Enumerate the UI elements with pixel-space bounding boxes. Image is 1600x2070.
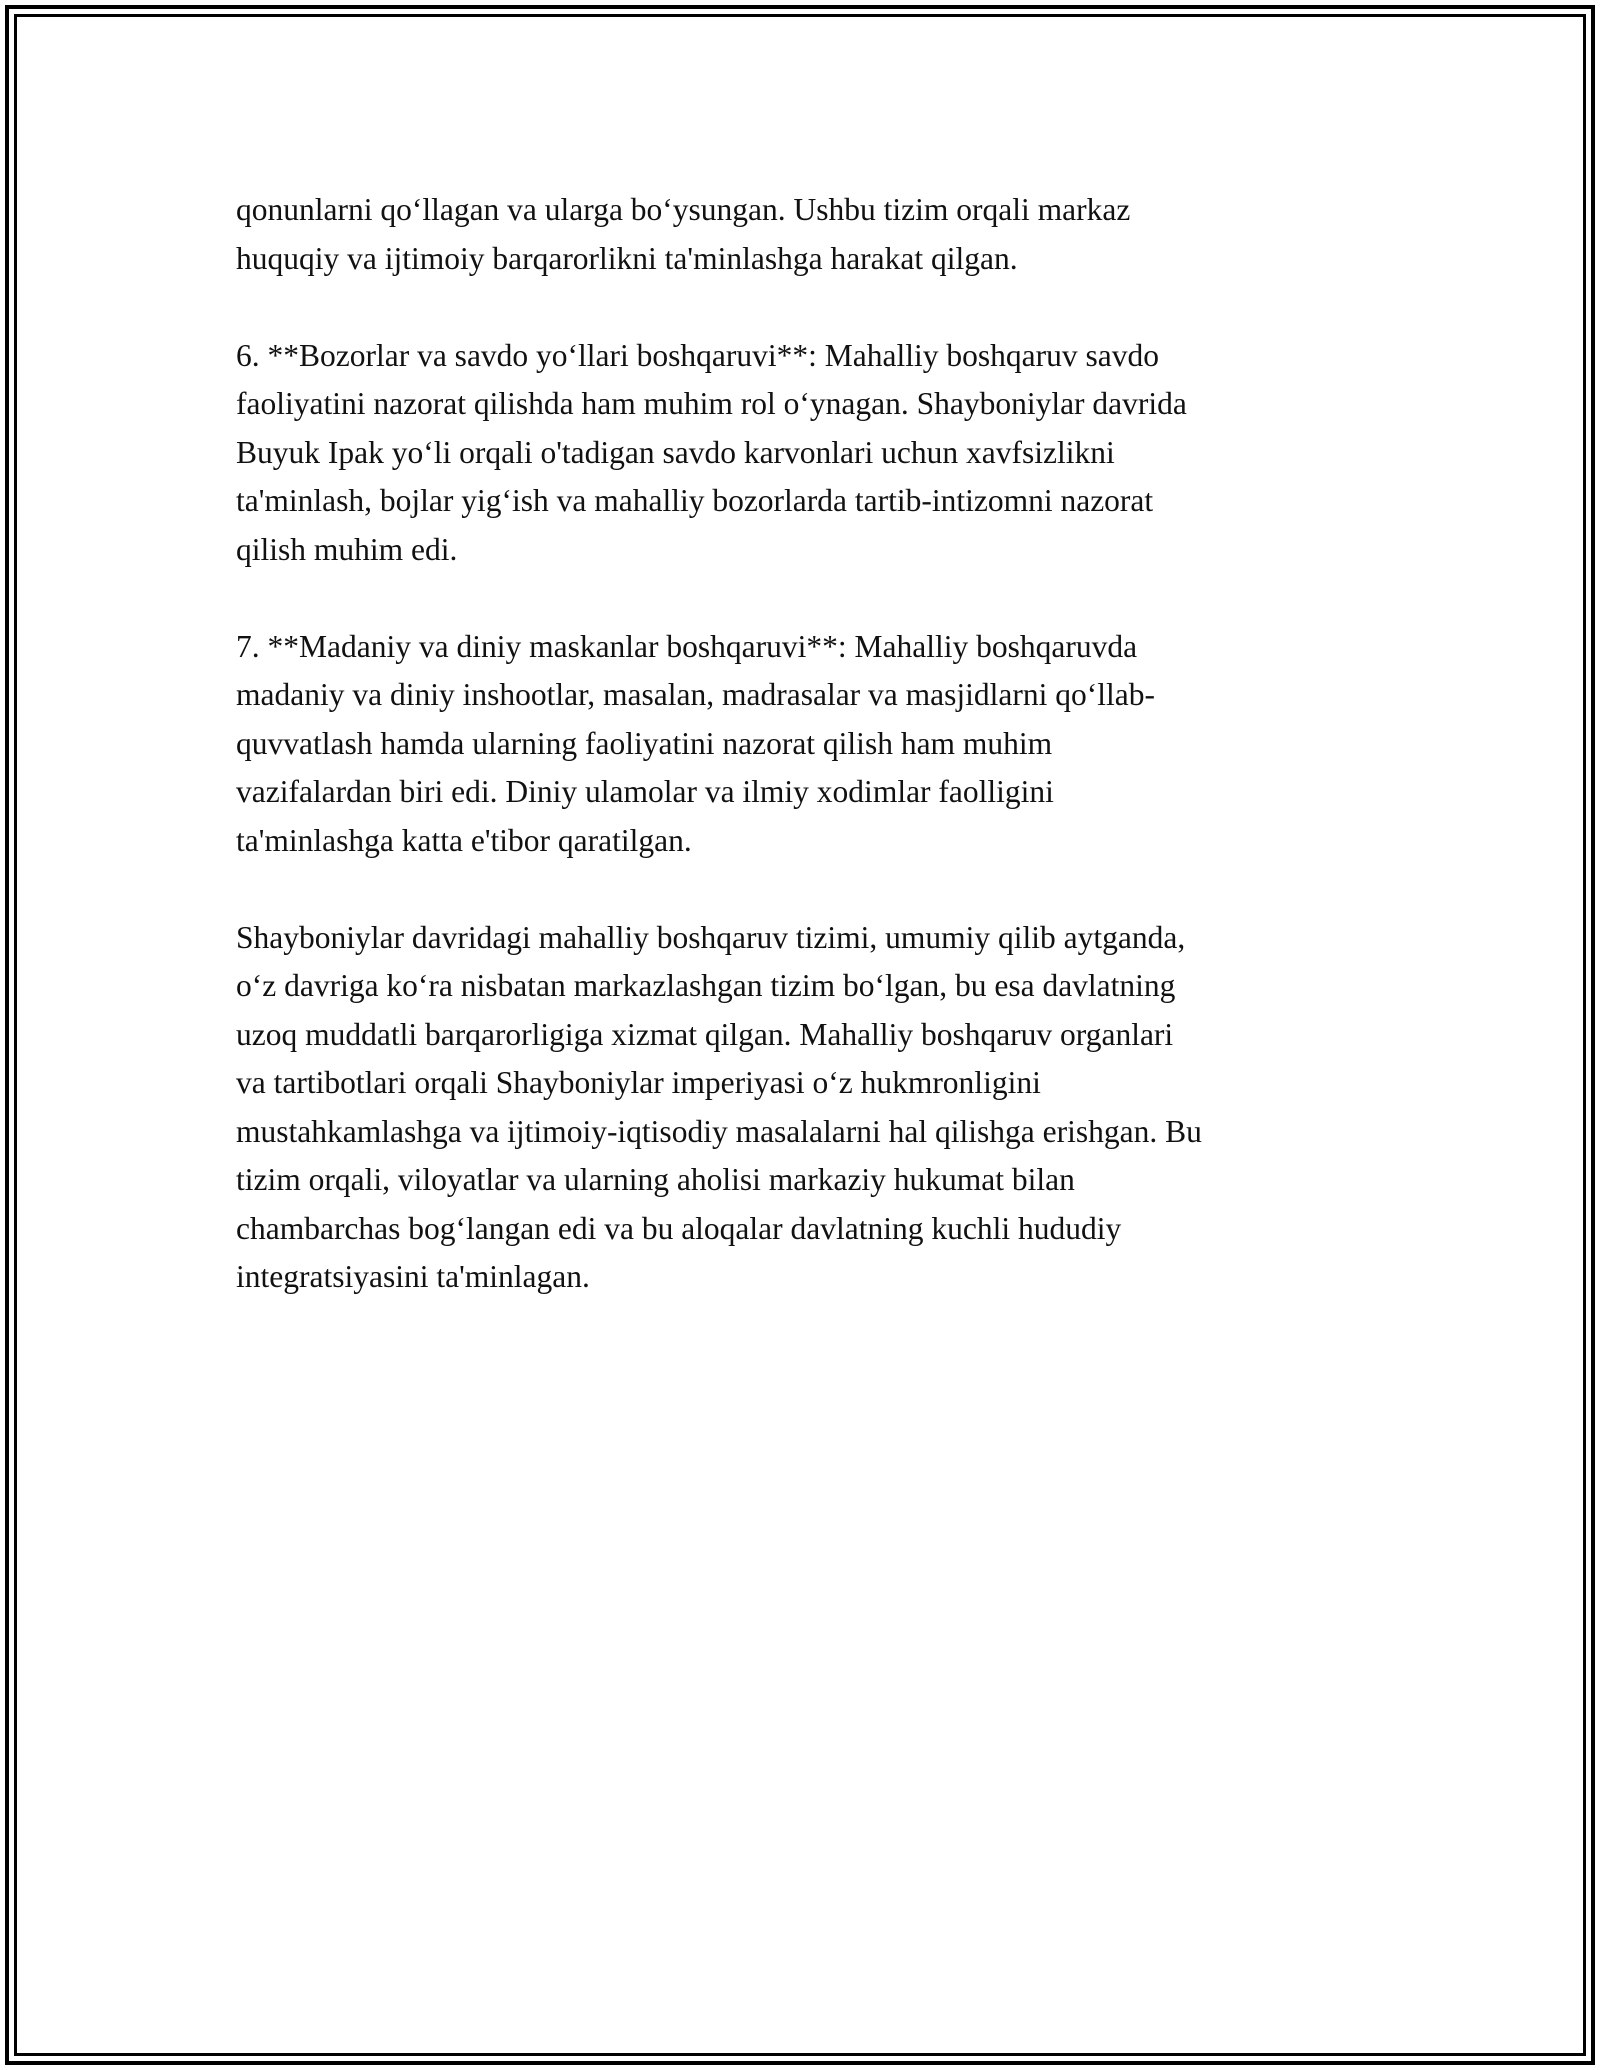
paragraph-item-7 — [236, 623, 1396, 866]
text-line: ta'minlashga katta e'tibor qaratilgan. — [236, 822, 692, 858]
text-line: Buyuk Ipak yo‘li orqali o'tadigan savdo karvonlari uchun xavfsizlikni — [236, 434, 1115, 470]
paragraph-conclusion — [236, 914, 1396, 1302]
text-line: madaniy va diniy inshootlar, masalan, madrasalar va masjidlarni qo‘llab- — [236, 677, 1155, 712]
text-line: ta'minlash, bojlar yig‘ish va mahalliy bozorlarda tartib-intizomni nazorat — [236, 483, 1154, 518]
paragraph-continuation — [236, 186, 1396, 283]
text-line: qonunlarni qo‘llagan va ularga bo‘ysungan. Ushbu tizim orqali markaz — [236, 192, 1131, 227]
text-line: mustahkamlashga va ijtimoiy-iqtisodiy masalalarni hal qilishga erishgan. Bu — [236, 1113, 1202, 1149]
text-line: qilish muhim edi. — [236, 531, 458, 567]
text-line: quvvatlash hamda ularning faoliyatini nazorat qilish ham muhim — [236, 725, 1053, 761]
text-line: integratsiyasini ta'minlagan. — [236, 1259, 590, 1294]
text-line: o‘z davriga ko‘ra nisbatan markazlashgan tizim bo‘lgan, bu esa davlatning — [236, 968, 1176, 1003]
text-line: va tartibotlari orqali Shayboniylar imperiyasi o‘z hukmronligini — [236, 1065, 1041, 1100]
text-line: tizim orqali, viloyatlar va ularning aholisi markaziy hukumat bilan — [236, 1162, 1075, 1197]
text-line: 6. **Bozorlar va savdo yo‘llari boshqaruvi**: Mahalliy boshqaruv savdo — [236, 337, 1159, 373]
text-line: 7. **Madaniy va diniy maskanlar boshqaruvi**: Mahalliy boshqaruvda — [236, 628, 1138, 664]
document-body — [236, 186, 1396, 1350]
paragraph-item-6 — [236, 332, 1396, 575]
text-line: Shayboniylar davridagi mahalliy boshqaruv tizimi, umumiy qilib aytganda, — [236, 919, 1186, 955]
text-line: faoliyatini nazorat qilishda ham muhim rol o‘ynagan. Shayboniylar davrida — [236, 386, 1187, 421]
text-line: chambarchas bog‘langan edi va bu aloqalar davlatning kuchli hududiy — [236, 1210, 1122, 1246]
text-line: uzoq muddatli barqarorligiga xizmat qilgan. Mahalliy boshqaruv organlari — [236, 1016, 1174, 1052]
text-line: vazifalardan biri edi. Diniy ulamolar va ilmiy xodimlar faolligini — [236, 774, 1054, 809]
text-line: huquqiy va ijtimoiy barqarorlikni ta'minlashga harakat qilgan. — [236, 240, 1018, 276]
